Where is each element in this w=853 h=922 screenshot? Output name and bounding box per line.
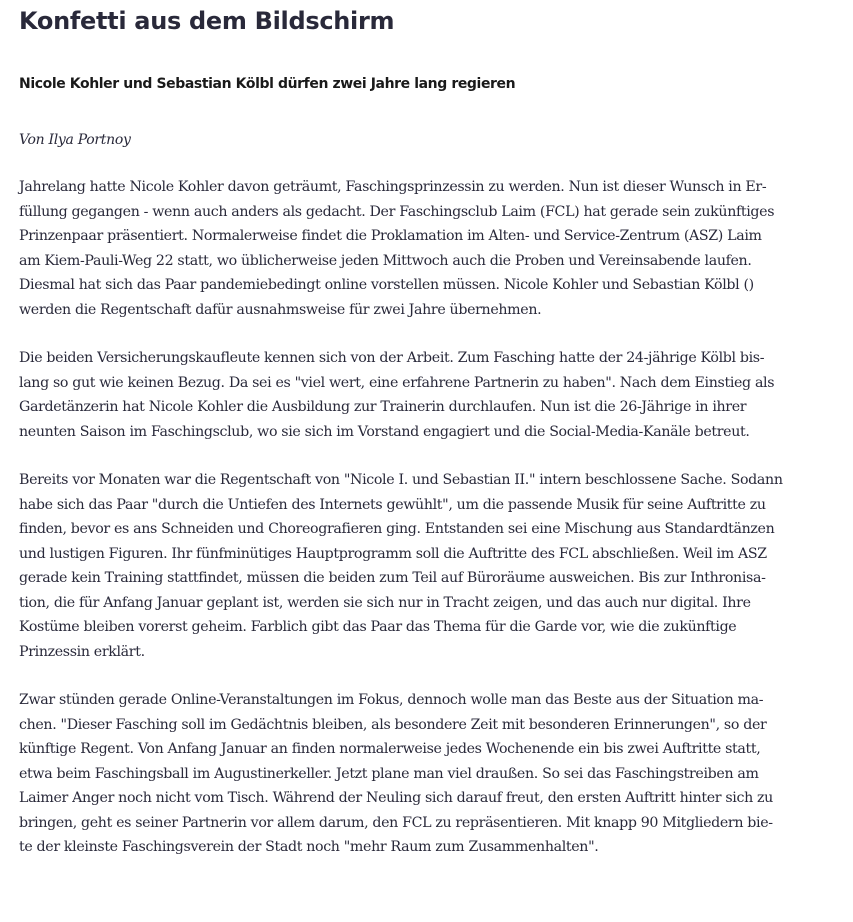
paragraph-line: künftige Regent. Von Anfang Januar an finden normalerweise jedes Wochenende ein bis zwei Auftritte statt,: [19, 741, 761, 757]
paragraph-line: füllung gegangen - wenn auch anders als gedacht. Der Faschingsclub Laim (FCL) hat gerade sein zukünftiges: [19, 203, 775, 220]
paragraph-line: Gardetänzerin hat Nicole Kohler die Ausbildung zur Trainerin durchlaufen. Nun ist die 26-Jährige in ihrer: [19, 399, 747, 415]
paragraph-line: te der kleinste Faschingsverein der Stadt noch "mehr Raum zum Zusammenhalten".: [19, 839, 599, 855]
paragraph-line: Kostüme bleiben vorerst geheim. Farblich gibt das Paar das Thema für die Garde vor, wie die zukünftige: [19, 619, 737, 635]
headline: Konfetti aus dem Bildschirm: [19, 7, 395, 35]
article-paragraph: [19, 175, 819, 322]
paragraph-line: bringen, geht es seiner Partnerin vor allem darum, den FCL zu repräsentieren. Mit knapp 90 Mitgliedern bie-: [19, 814, 773, 831]
paragraph-line: habe sich das Paar "durch die Untiefen des Internets gewühlt", um die passende Musik für seine Auftritte zu: [19, 496, 766, 513]
paragraph-line: neunten Saison im Faschingsclub, wo sie sich im Vorstand engagiert und die Social-Media-Kanäle betreut.: [19, 423, 750, 440]
paragraph-line: Die beiden Versicherungskaufleute kennen sich von der Arbeit. Zum Fasching hatte der 24-jährige Kölbl bis-: [19, 350, 765, 366]
paragraph-line: lang so gut wie keinen Bezug. Da sei es "viel wert, eine erfahrene Partnerin zu haben". Nach dem Einstieg als: [19, 374, 775, 391]
paragraph-line: Diesmal hat sich das Paar pandemiebedingt online vorstellen müssen. Nicole Kohler und Sebastian Kölbl (): [19, 277, 754, 293]
paragraph-line: werden die Regentschaft dafür ausnahmsweise für zwei Jahre übernehmen.: [19, 301, 542, 318]
subheadline: Nicole Kohler und Sebastian Kölbl dürfen zwei Jahre lang regieren: [19, 76, 516, 92]
article-paragraph: [19, 468, 819, 664]
paragraph-line: Prinzessin erklärt.: [19, 643, 145, 660]
byline: Von Ilya Portnoy: [19, 132, 131, 148]
paragraph-line: und lustigen Figuren. Ihr fünfminütiges Hauptprogramm soll die Auftritte des FCL abschließen. Weil im ASZ: [19, 545, 767, 562]
paragraph-line: gerade kein Training stattfindet, müssen die beiden zum Teil auf Büroräume ausweichen. Bis zur Inthronisa-: [19, 570, 766, 586]
paragraph-line: Laimer Anger noch nicht vom Tisch. Während der Neuling sich darauf freut, den ersten Auftritt hinter sich zu: [19, 790, 773, 806]
article-paragraph: [19, 346, 819, 444]
paragraph-line: Zwar stünden gerade Online-Veranstaltungen im Fokus, dennoch wolle man das Beste aus der Situation ma-: [19, 692, 764, 708]
paragraph-line: chen. "Dieser Fasching soll im Gedächtnis bleiben, als besondere Zeit mit besonderen Erinnerungen", so der: [19, 716, 767, 733]
paragraph-line: am Kiem-Pauli-Weg 22 statt, wo üblicherweise jeden Mittwoch auch die Proben und Vereinsabende laufen.: [19, 252, 752, 269]
paragraph-line: Bereits vor Monaten war die Regentschaft von "Nicole I. und Sebastian II." intern beschlossene Sache. Sodann: [19, 472, 783, 488]
paragraph-line: finden, bevor es ans Schneiden und Choreografieren ging. Entstanden sei eine Mischung aus Standardtänzen: [19, 521, 775, 537]
paragraph-line: Jahrelang hatte Nicole Kohler davon geträumt, Faschingsprinzessin zu werden. Nun ist dieser Wunsch in Er-: [19, 179, 767, 195]
article-paragraph: [19, 688, 819, 860]
paragraph-line: etwa beim Faschingsball im Augustinerkeller. Jetzt plane man viel draußen. So sei das Faschingstreiben am: [19, 765, 759, 782]
paragraph-line: tion, die für Anfang Januar geplant ist, werden sie sich nur in Tracht zeigen, und das auch nur digital. Ihre: [19, 594, 751, 611]
paragraph-line: Prinzenpaar präsentiert. Normalerweise findet die Proklamation im Alten- und Service-Zentrum (ASZ) Laim: [19, 228, 762, 244]
